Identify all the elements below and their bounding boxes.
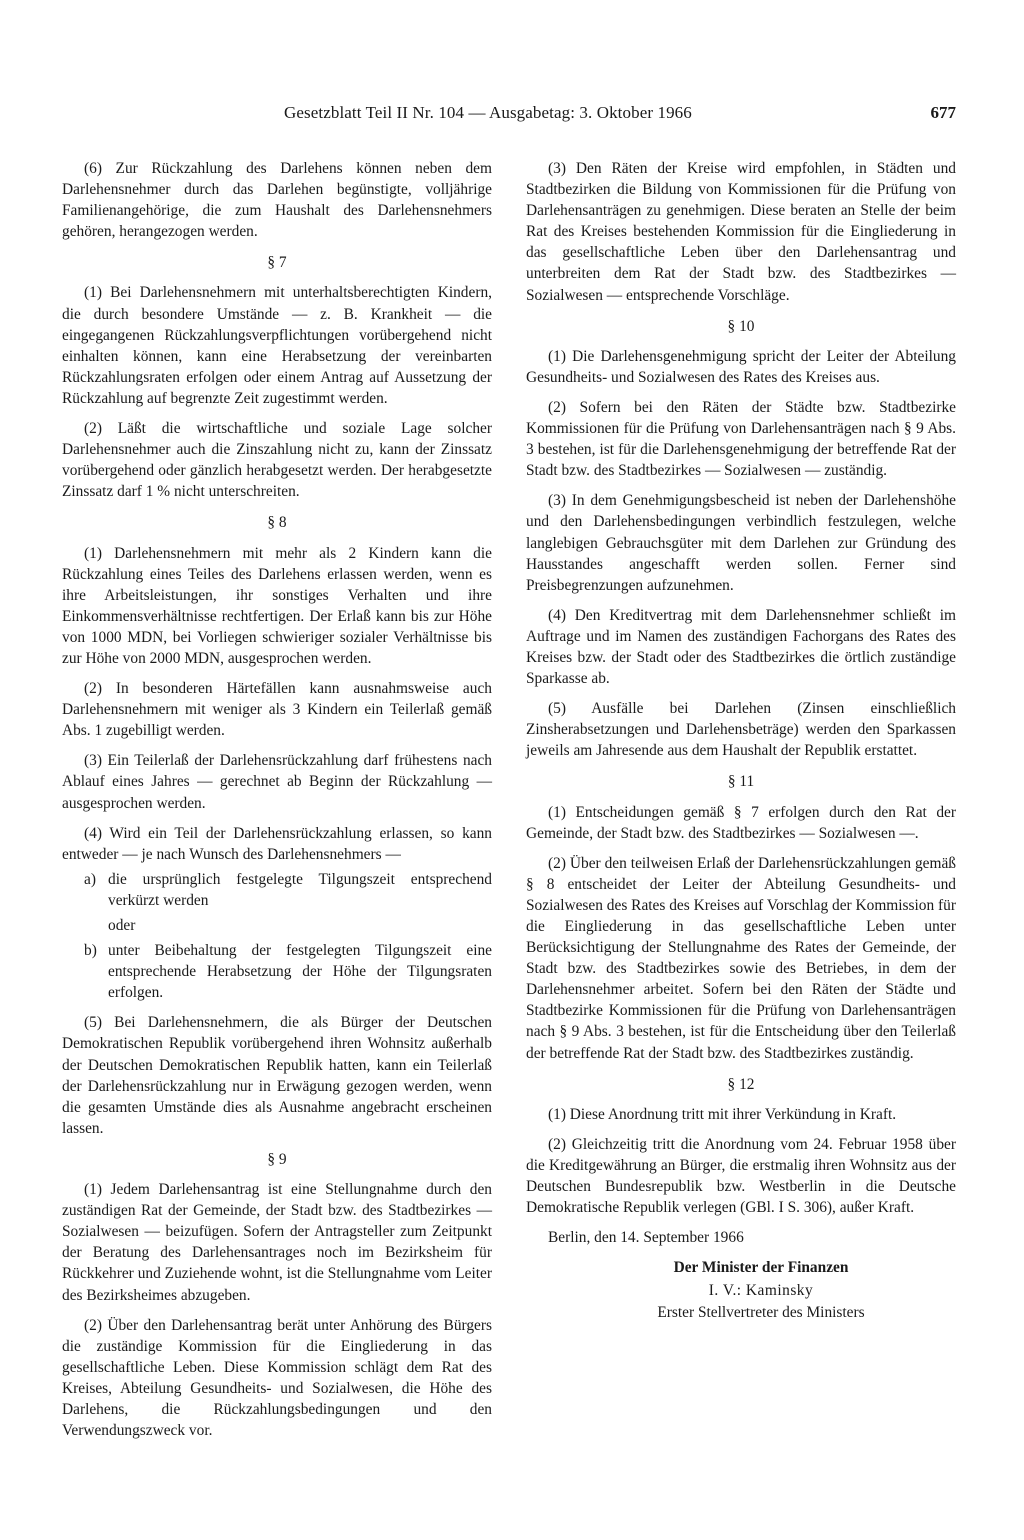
paragraph-8-1: (1) Darlehensnehmern mit mehr als 2 Kindern kann die Rückzahlung eines Teiles des Darlehens erlassen werden, wenn es ihre Arbeitsleistungen, ihr sonstiges Verhalten und ihre Einkommensverhältnisse rechtfertigen. Der Erlaß kann bis zur Höhe von 1000 MDN, bei Vorliegen schwieriger sozialer Verhältnisse bis zur Höhe von 2000 MDN, ausgesprochen werden. <box>62 544 492 667</box>
place-and-date: Berlin, den 14. September 1966 <box>548 1229 744 1247</box>
signatory-role: Erster Stellvertreter des Ministers <box>657 1303 865 1321</box>
list-marker: a) <box>84 870 96 888</box>
paragraph-7-2: (2) Läßt die wirtschaftliche und soziale Lage solcher Darlehensnehmer auch die Zinszahlung nicht zu, kann der Zinssatz vorübergehend oder gänzlich herabgesetzt werden. Der herabgesetzte Zinssatz darf 1 % nicht unterschreiten. <box>62 420 492 501</box>
paragraph-12-1: (1) Diese Anordnung tritt mit ihrer Verkündung in Kraft. <box>548 1105 897 1123</box>
paragraph-10-5: (5) Ausfälle bei Darlehen (Zinsen einschließlich Zinsherabsetzungen und Darlehensbeträge) werden den Sparkassen jeweils am Jahresende aus dem Haushalt der Republik erstattet. <box>526 700 956 760</box>
section-heading-10: § 10 <box>727 317 755 335</box>
list-conjunction: oder <box>108 917 136 934</box>
paragraph-10-1: (1) Die Darlehensgenehmigung spricht der Leiter der Abteilung Gesundheits- und Sozialwesen des Rates des Kreises aus. <box>526 347 956 386</box>
section-heading-8: § 8 <box>267 514 287 532</box>
paragraph-10-4: (4) Den Kreditvertrag mit dem Darlehensnehmer schließt im Auftrage und im Namen des zuständigen Fachorgans des Rates des Kreises bzw. der Stadt oder des Stadtbezirkes die örtlich zuständige Sparkasse ab. <box>526 606 956 688</box>
list-item <box>62 940 492 1003</box>
paragraph-8-2: (2) In besonderen Härtefällen kann ausnahmsweise auch Darlehensnehmern mit weniger als 3 Kindern ein Teilerlaß gemäß Abs. 1 zugebilligt werden. <box>62 680 492 740</box>
page-header <box>66 101 956 125</box>
section-heading-9: § 9 <box>267 1150 287 1168</box>
paragraph-7-1: (1) Bei Darlehensnehmern mit unterhaltsberechtigten Kindern, die durch besondere Umstände — z. B. Krankheit — die eingegangenen Rückzahlungsverpflichtungen vorübergehend nicht einhalten können, kann eine Herabsetzung der vereinbarten Rückzahlungsraten erfolgen oder einem Antrag auf Aussetzung der Rückzahlung auf begrenzte Zeit zugestimmt werden. <box>62 284 492 407</box>
paragraph-10-3: (3) In dem Genehmigungsbescheid ist neben der Darlehenshöhe und den Darlehensbedingungen verbindlich festzulegen, welche langlebigen Gebrauchsgüter mit dem Darlehen zur Gründung des Hausstandes angeschafft werden sollen. Ferner sind Preisbegrenzungen aufzunehmen. <box>526 492 956 594</box>
header-title: Gesetzblatt Teil II Nr. 104 — Ausgabetag: 3. Oktober 1966 <box>284 103 692 122</box>
paragraph-11-1: (1) Entscheidungen gemäß § 7 erfolgen durch den Rat der Gemeinde, der Stadt bzw. des Stadtbezirkes — Sozialwesen —. <box>526 803 956 842</box>
option-list <box>62 869 492 1004</box>
section-heading-7: § 7 <box>267 254 287 272</box>
page-number: 677 <box>930 103 956 122</box>
section-heading-12: § 12 <box>727 1075 755 1093</box>
paragraph-8-3: (3) Ein Teilerlaß der Darlehensrückzahlung darf frühestens nach Ablauf eines Jahres — gerechnet ab Beginn der Rückzahlung — ausgesprochen werden. <box>62 752 492 812</box>
paragraph-11-2: (2) Über den teilweisen Erlaß der Darlehensrückzahlungen gemäß § 8 entscheidet der Leiter der Abteilung Gesundheits- und Sozialwesen des Rates des Kreises auf Vorschlag der Kommission für die Eingliederung in das gesellschaftliche Leben unter Berücksichtigung der Stellungnahme des Rates der Gemeinde, der Stadt bzw. des Stadtbezirkes sowie des Betriebes, in dem der Darlehensnehmer arbeitet. Sofern bei den Räten der Städte und Stadtbezirke Kommissionen für die Prüfung von Darlehensanträgen nach § 9 Abs. 3 bestehen, ist für die Entscheidung über den Teilerlaß der betreffende Rat der Stadt bzw. des Stadtbezirkes zuständig. <box>526 854 956 1062</box>
paragraph-8-5: (5) Bei Darlehensnehmern, die als Bürger der Deutschen Demokratischen Republik vorübergehend ihren Wohnsitz außerhalb der Deutschen Demokratischen Republik hatten, kann ein Teilerlaß der Darlehensrückzahlung nur in Erwägung gezogen werden, wenn die gesamten Umstände dies als Ausnahme angebracht erscheinen lassen. <box>62 1014 492 1137</box>
right-column <box>526 158 956 1323</box>
section-heading-11: § 11 <box>727 773 755 791</box>
paragraph-12-2: (2) Gleichzeitig tritt die Anordnung vom 24. Februar 1958 über die Kreditgewährung an Bürger, die erstmalig ihren Wohnsitz aus der Deutschen Bundesrepublik bzw. Westberlin in die Deutsche Demokratische Republik verlegen (GBl. I S. 306), außer Kraft. <box>526 1135 956 1217</box>
left-column <box>62 158 492 1450</box>
signatory-office: Der Minister der Finanzen <box>673 1259 849 1277</box>
paragraph-9-1: (1) Jedem Darlehensantrag ist eine Stellungnahme durch den zuständigen Rat der Gemeinde, der Stadt bzw. des Stadtbezirkes — Sozialwesen — beizufügen. Sofern der Antragsteller zum Zeitpunkt der Beratung des Darlehensantrages noch im Bezirksheim für Rückkehrer und Zuziehende wohnt, ist die Stellungnahme vom Leiter des Bezirksheimes abzugeben. <box>62 1181 492 1304</box>
paragraph-8-4: (4) Wird ein Teil der Darlehensrückzahlung erlassen, so kann entweder — je nach Wunsch des Darlehensnehmers — <box>62 824 492 863</box>
list-marker: b) <box>84 942 97 960</box>
signatory-name: I. V.: Kaminsky <box>708 1282 814 1300</box>
list-item <box>62 869 492 911</box>
list-item-text: unter Beibehaltung der festgelegten Tilgungszeit eine entsprechende Herabsetzung der Höhe der Tilgungsraten erfolgen. <box>108 942 492 1002</box>
signature-block <box>566 1257 956 1322</box>
paragraph-9-2: (2) Über den Darlehensantrag berät unter Anhörung des Bürgers die zuständige Kommission für die Eingliederung in das gesellschaftliche Leben. Diese Kommission schlägt dem Rat des Kreises, Abteilung Gesundheits- und Sozialwesen, die Höhe des Darlehens, die Rückzahlungsbedingungen und den Verwendungszweck vor. <box>62 1316 492 1440</box>
paragraph-9-3: (3) Den Räten der Kreise wird empfohlen, in Städten und Stadtbezirken die Bildung von Kommissionen für die Prüfung von Darlehensanträgen zu genehmigen. Diese beraten an Stelle der beim Rat des Kreises bestehenden Kommission für die Eingliederung in das gesellschaftliche Leben über den Darlehensantrag und unterbreiten dem Rat der Stadt bzw. des Stadtbezirkes — Sozialwesen — entsprechende Vorschläge. <box>526 160 956 304</box>
list-item-text: die ursprünglich festgelegte Tilgungszeit entsprechend verkürzt werden <box>108 870 492 909</box>
paragraph-6-6: (6) Zur Rückzahlung des Darlehens können neben dem Darlehensnehmer durch das Darlehen begünstigte, volljährige Familienangehörige, die zum Haushalt des Darlehensnehmers gehören, herangezogen werden. <box>62 160 492 241</box>
paragraph-10-2: (2) Sofern bei den Räten der Städte bzw. Stadtbezirke Kommissionen für die Prüfung von Darlehensanträgen nach § 9 Abs. 3 bestehen, ist für die Darlehensgenehmigung der betreffende Rat der Stadt bzw. des Stadtbezirkes — Sozialwesen — zuständig. <box>526 398 956 480</box>
